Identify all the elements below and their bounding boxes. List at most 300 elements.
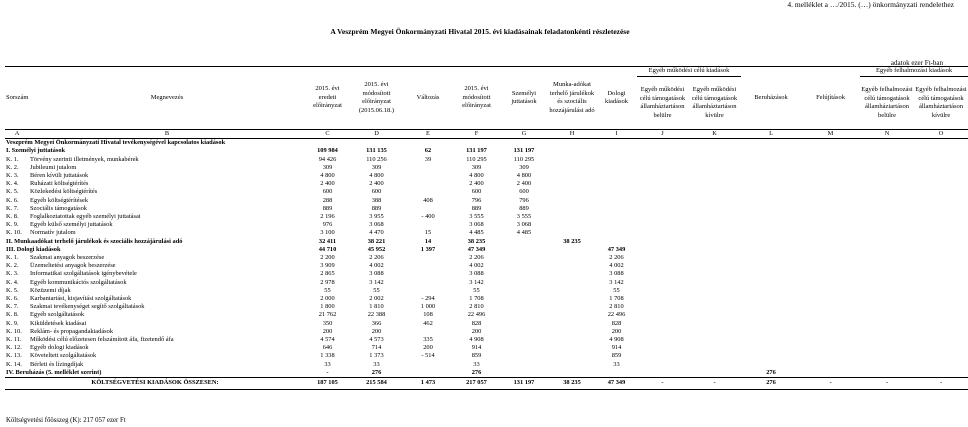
row-value bbox=[403, 221, 453, 229]
row-value bbox=[741, 303, 801, 311]
row-name: Informatikai szolgáltatások igénybevétele bbox=[30, 270, 137, 278]
row-value bbox=[860, 156, 914, 164]
row-value: 889 bbox=[471, 204, 482, 212]
header-modositott: 2015. évi módosított előirányzat bbox=[453, 67, 500, 130]
row-value bbox=[637, 188, 688, 196]
row-value: 4 002 bbox=[609, 262, 624, 270]
row-value bbox=[741, 287, 801, 295]
row-value: 796 bbox=[471, 196, 482, 204]
row-value bbox=[860, 238, 914, 246]
row-code: K. 5. bbox=[6, 286, 19, 294]
header-valtozas: Változás bbox=[403, 67, 453, 130]
header-sorszam: Sorszám bbox=[5, 67, 29, 130]
row-value: 4 485 bbox=[516, 229, 532, 237]
row-value: 714 bbox=[371, 344, 382, 352]
row-value bbox=[500, 352, 548, 360]
row-value: 3 555 bbox=[516, 213, 532, 221]
row-value: 3 142 bbox=[469, 278, 484, 286]
row-value: 200 bbox=[423, 344, 433, 352]
row-value bbox=[860, 229, 914, 237]
row-value bbox=[548, 352, 596, 360]
row-value bbox=[914, 311, 968, 319]
row-name: Üzemeltetési anyagok beszerzése bbox=[30, 262, 116, 270]
row-value bbox=[548, 164, 596, 172]
row-value: 200 bbox=[471, 327, 482, 335]
row-value bbox=[688, 139, 741, 148]
row-value bbox=[914, 197, 968, 205]
row-value: 1 800 bbox=[320, 303, 335, 311]
row-value bbox=[801, 270, 860, 278]
row-value: 1 338 bbox=[320, 352, 335, 360]
row-value bbox=[801, 238, 860, 246]
row-value bbox=[801, 352, 860, 360]
table-row bbox=[5, 295, 968, 303]
total-row bbox=[5, 378, 968, 390]
row-code: K. 8. bbox=[6, 311, 19, 319]
row-name: Egyéb dologi kiadások bbox=[30, 344, 89, 352]
row-value bbox=[741, 328, 801, 336]
row-value bbox=[914, 139, 968, 148]
row-value bbox=[637, 213, 688, 221]
row-value bbox=[801, 197, 860, 205]
row-value bbox=[860, 295, 914, 303]
table-row bbox=[5, 197, 968, 205]
row-value: 14 bbox=[424, 237, 432, 245]
row-name: Szociális támogatások bbox=[30, 204, 87, 212]
row-value: 859 bbox=[471, 352, 482, 360]
row-name: Közüzemi díjak bbox=[30, 286, 71, 294]
row-value bbox=[914, 344, 968, 352]
row-value bbox=[596, 188, 637, 196]
row-code: K. 3. bbox=[6, 270, 19, 278]
total-label: KÖLTSÉGVETÉSI KIADÁSOK ÖSSZESEN: bbox=[5, 378, 305, 390]
row-value bbox=[548, 172, 596, 180]
row-name: Normatív jutalom bbox=[30, 229, 76, 237]
row-value bbox=[801, 205, 860, 213]
row-value: 3 088 bbox=[469, 270, 484, 278]
row-value bbox=[914, 320, 968, 328]
row-value: - 294 bbox=[421, 295, 435, 303]
row-value: 110 295 bbox=[513, 155, 535, 163]
table-body bbox=[5, 139, 968, 378]
row-value bbox=[596, 369, 637, 378]
total-cell: 217 057 bbox=[453, 378, 500, 390]
row-value bbox=[350, 139, 403, 148]
row-value: 22 496 bbox=[467, 311, 486, 319]
row-code: K. 5. bbox=[6, 188, 19, 196]
row-value bbox=[688, 156, 741, 164]
row-value bbox=[500, 328, 548, 336]
row-code: K. 12. bbox=[6, 344, 22, 352]
row-value bbox=[688, 188, 741, 196]
column-letter: C bbox=[305, 130, 350, 139]
row-value: 1 708 bbox=[609, 295, 624, 303]
row-value: 2 400 bbox=[469, 180, 484, 188]
row-value bbox=[500, 287, 548, 295]
row-value bbox=[500, 262, 548, 270]
row-value bbox=[688, 205, 741, 213]
row-code: K. 2. bbox=[6, 262, 19, 270]
row-value bbox=[914, 246, 968, 254]
row-name: Ruházati költségtérítés bbox=[30, 180, 89, 188]
row-value bbox=[403, 262, 453, 270]
row-value bbox=[596, 156, 637, 164]
row-value bbox=[548, 205, 596, 213]
row-value bbox=[801, 336, 860, 344]
row-value: 309 bbox=[322, 163, 333, 171]
row-value: 4 908 bbox=[609, 336, 624, 344]
row-code: K. 6. bbox=[6, 295, 19, 303]
row-value bbox=[801, 221, 860, 229]
row-value: 4 002 bbox=[469, 262, 484, 270]
row-value: 4 485 bbox=[469, 229, 484, 237]
row-value bbox=[741, 205, 801, 213]
row-value bbox=[741, 156, 801, 164]
table-row bbox=[5, 238, 968, 246]
row-value bbox=[688, 254, 741, 262]
row-name: Szakmai anyagok beszerzése bbox=[30, 254, 105, 262]
row-value: 976 bbox=[322, 221, 333, 229]
row-value: 408 bbox=[423, 196, 433, 204]
row-code: K. 14. bbox=[6, 360, 22, 368]
row-code: K. 6. bbox=[6, 196, 19, 204]
row-value: 110 256 bbox=[366, 155, 387, 163]
row-value bbox=[860, 262, 914, 270]
table-row bbox=[5, 320, 968, 328]
row-value bbox=[801, 172, 860, 180]
table-row bbox=[5, 287, 968, 295]
row-value bbox=[500, 279, 548, 287]
row-name: Karbantartási, kisjavítási szolgáltatások bbox=[30, 295, 132, 303]
header-megnevezes: Megnevezés bbox=[29, 67, 305, 130]
row-value bbox=[914, 328, 968, 336]
row-value bbox=[741, 270, 801, 278]
row-value bbox=[801, 246, 860, 254]
row-value bbox=[688, 320, 741, 328]
row-value bbox=[403, 279, 453, 287]
row-value bbox=[914, 262, 968, 270]
header-egyeb-felhalmozasi: Egyéb felhalmozási kiadások bbox=[860, 67, 968, 77]
row-value: 276 bbox=[766, 368, 776, 376]
row-name: Egyéb kommunikációs szolgáltatások bbox=[30, 278, 127, 286]
row-value: 4 800 bbox=[469, 172, 484, 180]
table-row bbox=[5, 229, 968, 237]
row-value: 4 800 bbox=[516, 172, 532, 180]
row-value bbox=[914, 352, 968, 360]
row-value bbox=[688, 221, 741, 229]
row-value: 39 bbox=[424, 155, 432, 163]
row-value: 55 bbox=[324, 286, 331, 294]
row-value bbox=[741, 311, 801, 319]
row-value bbox=[500, 361, 548, 369]
table-row bbox=[5, 221, 968, 229]
row-value bbox=[500, 246, 548, 254]
total-cell: - bbox=[637, 378, 688, 390]
row-value bbox=[688, 270, 741, 278]
column-letter: L bbox=[741, 130, 801, 139]
header-mukodesi-kivul: Egyéb működési célú támogatások államháztartáson kívülre bbox=[691, 86, 738, 119]
column-letter: K bbox=[688, 130, 741, 139]
table-row bbox=[5, 254, 968, 262]
row-value: 828 bbox=[471, 319, 482, 327]
column-letter: B bbox=[29, 130, 305, 139]
row-value: 1 000 bbox=[420, 303, 436, 311]
row-value bbox=[637, 320, 688, 328]
header-dologi: Dologi kiadások bbox=[596, 67, 637, 130]
row-value bbox=[688, 238, 741, 246]
annex-reference: 4. melléklet a …/2015. (…) önkormányzati rendelethez bbox=[787, 0, 954, 9]
row-value: 889 bbox=[322, 204, 333, 212]
row-value bbox=[914, 270, 968, 278]
row-value bbox=[914, 238, 968, 246]
row-value: 1 397 bbox=[420, 245, 436, 253]
row-value bbox=[688, 164, 741, 172]
row-value bbox=[914, 369, 968, 378]
row-value: - 400 bbox=[421, 213, 435, 221]
row-value: 22 496 bbox=[607, 311, 626, 319]
row-value bbox=[741, 213, 801, 221]
row-value bbox=[801, 188, 860, 196]
table-row bbox=[5, 213, 968, 221]
row-value: 200 bbox=[322, 327, 333, 335]
row-value: 22 388 bbox=[367, 311, 386, 319]
row-value bbox=[801, 311, 860, 319]
row-value bbox=[860, 172, 914, 180]
row-code: K. 1. bbox=[6, 155, 19, 163]
row-value bbox=[741, 221, 801, 229]
column-letter: D bbox=[350, 130, 403, 139]
row-value: 859 bbox=[611, 352, 622, 360]
row-value bbox=[403, 205, 453, 213]
row-code: K. 10. bbox=[6, 229, 22, 237]
row-value bbox=[860, 188, 914, 196]
row-value bbox=[688, 328, 741, 336]
row-value: 3 100 bbox=[320, 229, 335, 237]
column-letter: A bbox=[5, 130, 29, 139]
row-value: 3 909 bbox=[320, 262, 335, 270]
row-value: 4 800 bbox=[320, 172, 335, 180]
row-code: K. 11. bbox=[6, 336, 22, 344]
row-value bbox=[500, 139, 548, 148]
row-value bbox=[637, 180, 688, 188]
row-value bbox=[688, 229, 741, 237]
row-value: 47 349 bbox=[607, 245, 626, 253]
row-value bbox=[548, 229, 596, 237]
row-value bbox=[741, 172, 801, 180]
row-value: 38 221 bbox=[367, 237, 386, 245]
row-value bbox=[403, 188, 453, 196]
row-value: 4 470 bbox=[369, 229, 384, 237]
row-value bbox=[548, 279, 596, 287]
row-value bbox=[500, 320, 548, 328]
row-value bbox=[637, 311, 688, 319]
row-value: - 514 bbox=[421, 352, 435, 360]
row-value: 276 bbox=[471, 368, 482, 376]
row-value: 600 bbox=[322, 188, 333, 196]
row-name: Bérleti és lízingdíjak bbox=[30, 360, 84, 368]
row-value: 600 bbox=[471, 188, 482, 196]
row-value bbox=[688, 352, 741, 360]
row-value bbox=[403, 270, 453, 278]
row-value bbox=[801, 139, 860, 148]
row-value: 1 373 bbox=[369, 352, 384, 360]
row-value bbox=[637, 279, 688, 287]
table-row bbox=[5, 246, 968, 254]
header-felhalm-kivul: Egyéb felhalmozási célú támogatások államháztartáson kívülre bbox=[915, 86, 967, 119]
row-value bbox=[741, 180, 801, 188]
total-cell: 215 584 bbox=[350, 378, 403, 390]
row-value bbox=[500, 238, 548, 246]
row-value bbox=[914, 254, 968, 262]
table-row bbox=[5, 180, 968, 188]
row-value bbox=[914, 213, 968, 221]
header-egyeb-mukodesi: Egyéb működési célú kiadások bbox=[637, 67, 741, 77]
row-value bbox=[860, 270, 914, 278]
row-value bbox=[637, 246, 688, 254]
row-value: 366 bbox=[371, 319, 382, 327]
total-cell: - bbox=[688, 378, 741, 390]
row-value: 2 810 bbox=[609, 303, 624, 311]
row-value: 4 002 bbox=[369, 262, 384, 270]
column-letter: N bbox=[860, 130, 914, 139]
row-value bbox=[637, 164, 688, 172]
row-value bbox=[637, 147, 688, 155]
row-value bbox=[914, 156, 968, 164]
row-value bbox=[500, 336, 548, 344]
row-value: 38 235 bbox=[467, 237, 486, 245]
header-mukodesi-belul: Egyéb működési célú támogatások államháztartáson belülre bbox=[639, 86, 686, 119]
row-value bbox=[860, 279, 914, 287]
row-value bbox=[596, 147, 637, 155]
column-letter: E bbox=[403, 130, 453, 139]
total-cell: 38 235 bbox=[548, 378, 596, 390]
row-value bbox=[596, 205, 637, 213]
row-value bbox=[637, 369, 688, 378]
row-value bbox=[548, 336, 596, 344]
row-value bbox=[801, 369, 860, 378]
row-code: K. 4. bbox=[6, 180, 19, 188]
row-value bbox=[860, 246, 914, 254]
row-value: 2 206 bbox=[469, 254, 484, 262]
row-value bbox=[741, 238, 801, 246]
row-value: 796 bbox=[519, 196, 529, 204]
row-value bbox=[596, 238, 637, 246]
row-value bbox=[637, 328, 688, 336]
column-letter: H bbox=[548, 130, 596, 139]
row-value: 33 bbox=[324, 360, 331, 368]
row-value: 828 bbox=[611, 319, 622, 327]
row-value bbox=[637, 361, 688, 369]
row-value: 200 bbox=[611, 327, 622, 335]
row-code: K. 2. bbox=[6, 163, 19, 171]
row-value bbox=[801, 164, 860, 172]
table-row bbox=[5, 369, 968, 378]
row-value: 4 800 bbox=[369, 172, 384, 180]
row-value bbox=[801, 328, 860, 336]
row-value bbox=[688, 147, 741, 155]
row-value bbox=[548, 147, 596, 155]
row-value bbox=[403, 164, 453, 172]
row-value: 309 bbox=[371, 163, 382, 171]
row-value bbox=[500, 303, 548, 311]
row-value bbox=[500, 270, 548, 278]
row-value: 45 952 bbox=[367, 245, 386, 253]
row-value: 309 bbox=[471, 163, 482, 171]
row-value bbox=[860, 369, 914, 378]
row-value bbox=[548, 139, 596, 148]
row-value bbox=[688, 344, 741, 352]
row-value bbox=[548, 221, 596, 229]
table-row bbox=[5, 279, 968, 287]
table-row bbox=[5, 205, 968, 213]
table-row bbox=[5, 172, 968, 180]
row-value bbox=[741, 147, 801, 155]
row-value bbox=[403, 361, 453, 369]
row-value bbox=[637, 197, 688, 205]
row-value: 1 708 bbox=[469, 295, 484, 303]
row-value: 131 197 bbox=[513, 147, 535, 155]
expenditure-table bbox=[5, 66, 968, 390]
row-value bbox=[688, 361, 741, 369]
table-row bbox=[5, 156, 968, 164]
row-value bbox=[860, 361, 914, 369]
row-value bbox=[860, 352, 914, 360]
row-value bbox=[548, 287, 596, 295]
row-value: 600 bbox=[371, 188, 382, 196]
row-value bbox=[741, 361, 801, 369]
row-value bbox=[548, 311, 596, 319]
row-value bbox=[637, 229, 688, 237]
row-value: 33 bbox=[613, 360, 620, 368]
row-value bbox=[688, 303, 741, 311]
row-value bbox=[914, 336, 968, 344]
row-value bbox=[688, 287, 741, 295]
row-name: Egyéb költségtérítések bbox=[30, 196, 89, 204]
total-cell: 1 473 bbox=[403, 378, 453, 390]
row-value bbox=[548, 180, 596, 188]
row-value: 914 bbox=[471, 344, 482, 352]
row-code: Veszprém Megyei Önkormányzati Hivatal tevékenységével kapcsolatos kiadások bbox=[6, 139, 226, 147]
row-value: 2 400 bbox=[516, 180, 532, 188]
row-value: 3 068 bbox=[469, 221, 484, 229]
row-value bbox=[914, 172, 968, 180]
row-value: 462 bbox=[423, 319, 433, 327]
row-value bbox=[548, 303, 596, 311]
row-value: 2 810 bbox=[469, 303, 484, 311]
row-value: 3 068 bbox=[516, 221, 532, 229]
row-code: K. 9. bbox=[6, 319, 19, 327]
row-value: 108 bbox=[423, 311, 433, 319]
row-value: 2 978 bbox=[320, 278, 335, 286]
row-value: 4 573 bbox=[369, 336, 384, 344]
row-name: Egyéb külső személyi juttatások bbox=[30, 221, 113, 229]
row-value bbox=[801, 229, 860, 237]
row-value: 33 bbox=[373, 360, 380, 368]
row-value bbox=[801, 361, 860, 369]
row-value bbox=[801, 254, 860, 262]
row-value: 38 235 bbox=[563, 237, 581, 245]
row-value bbox=[596, 180, 637, 188]
row-value: 200 bbox=[371, 327, 382, 335]
row-code: III. Dologi kiadások bbox=[6, 245, 61, 253]
row-code: K. 4. bbox=[6, 278, 19, 286]
row-value: 55 bbox=[373, 286, 380, 294]
row-value: 335 bbox=[423, 336, 433, 344]
row-value bbox=[741, 188, 801, 196]
row-value bbox=[596, 197, 637, 205]
row-value: 2 400 bbox=[320, 180, 335, 188]
row-value bbox=[741, 336, 801, 344]
